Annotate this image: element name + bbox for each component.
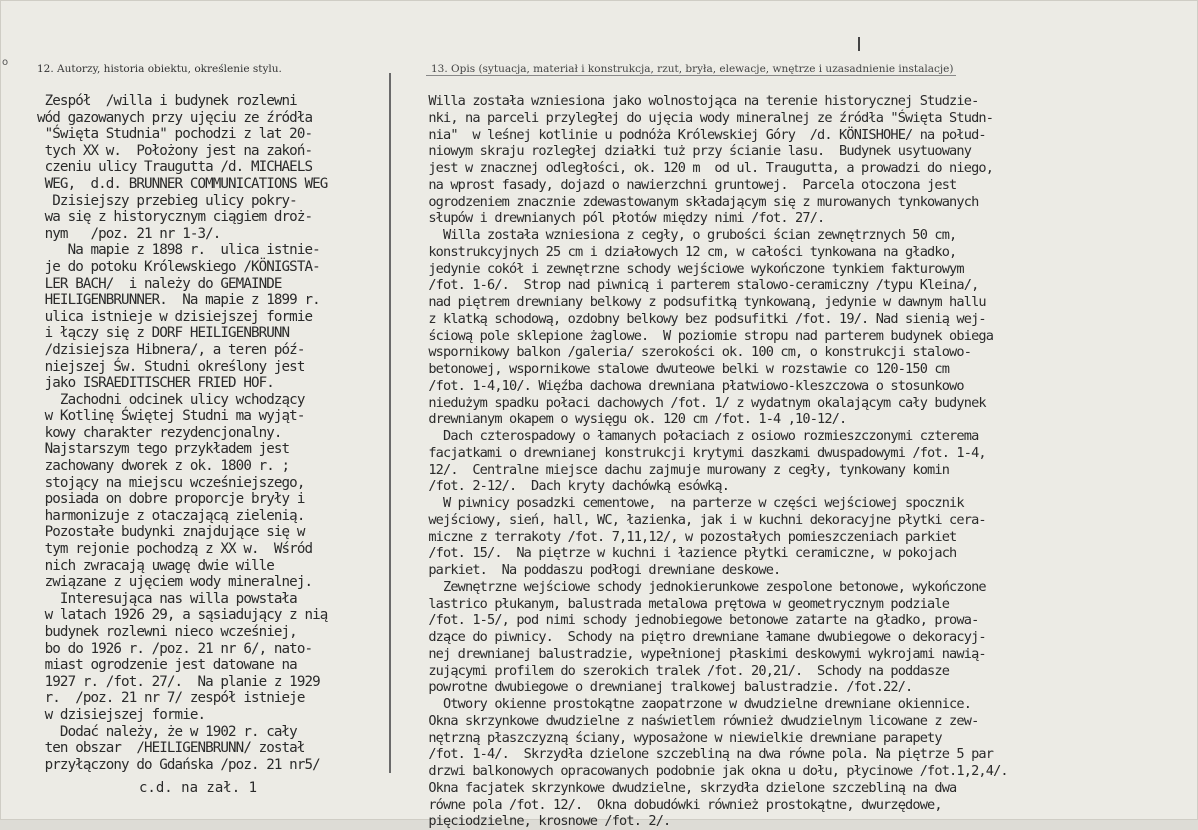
description-text-line: miczne z terrakoty /fot. 7,11,12/, w pozostałych pomieszczeniach parkiet <box>399 528 957 545</box>
history-text-line: w Kotlinę Świętej Studni ma wyjąt- <box>37 408 305 425</box>
history-text-column <box>37 93 327 773</box>
description-text-line: jest w znacznej odległości, ok. 120 m od ul. Traugutta, a prowadzi do niego, <box>399 160 994 176</box>
history-text-line: harmonizuje z otaczającą zielenią. <box>37 507 305 524</box>
history-text-line: ten obszar /HEILIGENBRUNN/ został <box>37 740 305 757</box>
description-text-line: /fot. 2-12/. Dach kryty dachówką esówką. <box>399 478 730 495</box>
description-text-line: konstrukcyjnych 25 cm i działowych 12 cm, w całości tynkowana na gładko, <box>399 243 957 260</box>
history-text-line: przyłączony do Gdańska /poz. 21 nr5/ <box>37 756 320 773</box>
description-text-column <box>399 93 1008 830</box>
description-text-line: powrotne dwubiegowe o drewnianej tralkowej balustradzie. /fot.22/. <box>399 679 913 696</box>
description-text-line: ogrodzeniem znacznie zdewastowanym składającym się z murowanych tynkowanych <box>399 193 979 210</box>
pencil-tick-mark <box>858 37 860 51</box>
history-text-line: HEILIGENBRUNNER. Na mapie z 1899 r. <box>37 292 320 309</box>
description-text-line: Willa została wzniesiona z cegły, o grubości ścian zewnętrznych 50 cm, <box>399 227 957 243</box>
description-text-line: niedużym spadku połaci dachowych /fot. 1/ z wydatnym okalającym cały budynek <box>399 394 986 411</box>
column-divider <box>389 73 391 773</box>
description-text-line: Okna facjatek skrzynkowe dwudzielne, skrzydła dzielone szczebliną na dwa <box>399 779 957 796</box>
history-text-line: budynek rozlewni nieco wcześniej, <box>37 624 297 640</box>
description-text-line: /fot. 1-6/. Strop nad piwnicą i parterem stalowo-ceramiczny /typu Kleina/, <box>399 277 979 294</box>
history-text-line: Zachodni odcinek ulicy wchodzący <box>37 391 305 408</box>
description-text-line: wspornikowy balkon /galeria/ szerokości ok. 100 cm, o konstrukcji stalowo- <box>399 344 972 361</box>
continuation-note: c.d. na zał. 1 <box>139 780 258 796</box>
corner-mark: o <box>2 57 9 68</box>
history-text-line: Zespół /willa i budynek rozlewni <box>37 93 297 109</box>
description-text-line: parkiet. Na poddaszu podłogi drewniane deskowe. <box>399 562 781 578</box>
history-text-line: nich zwracają uwagę dwie wille <box>37 557 274 574</box>
description-text-line: słupów i drewnianych pól płotów między nimi /fot. 27/. <box>399 210 825 227</box>
description-text-line: wejściowy, sień, hall, WC, łazienka, jak i w kuchni dekoracyjne płytki cera- <box>399 511 986 528</box>
description-text-line: 12/. Centralne miejsce dachu zajmuje murowany z cegły, tynkowany komin <box>399 461 950 478</box>
history-text-line: bo do 1926 r. /poz. 21 nr 6/, nato- <box>37 640 313 657</box>
history-text-line: Najstarszym tego przykładem jest <box>37 441 290 458</box>
description-text-line: nętrzną płaszczyzną ściany, wyposażone w niewielkie drewniane parapety <box>399 729 942 746</box>
description-text-line: Zewnętrzne wejściowe schody jednokierunkowe zespolone betonowe, wykończone <box>399 578 986 595</box>
description-text-line: /fot. 15/. Na piętrze w kuchni i łazience płytki ceramiczne, w pokojach <box>399 545 957 562</box>
history-text-line: tych XX w. Położony jest na zakoń- <box>37 142 313 159</box>
history-text-line: ulica istnieje w dzisiejszej formie <box>37 308 313 325</box>
history-text-line: zachowany dworek z ok. 1800 r. ; <box>37 458 290 475</box>
history-text-line: nym /poz. 21 nr 1-3/. <box>37 225 221 242</box>
history-text-line: wa się z historycznym ciągiem droż- <box>37 209 313 226</box>
history-text-line: WEG, d.d. BRUNNER COMMUNICATIONS WEG <box>37 175 328 192</box>
description-text-line: na wprost fasady, dojazd o nawierzchni gruntowej. Parcela otoczona jest <box>399 176 957 193</box>
description-text-line: drewnianym okapem o wysięgu ok. 120 cm /fot. 1-4 ,10-12/. <box>399 411 847 428</box>
description-text-line: pięciodzielne, krosnowe /fot. 2/. <box>399 813 671 830</box>
description-text-line: nki, na parceli przyległej do ujęcia wody mineralnej ze źródła "Święta Studn- <box>399 109 994 126</box>
description-text-line: nej drewnianej balustradzie, wypełnionej płaskimi deskowymi wykrojami nawią- <box>399 645 986 662</box>
history-text-line: wód gazowanych przy ujęciu ze źródła <box>37 109 313 126</box>
description-text-line: Okna skrzynkowe dwudzielne z naświetlem również dwudzielnym licowane z zew- <box>399 712 979 729</box>
description-text-line: dzące do piwnicy. Schody na piętro drewniane łamane dwubiegowe o dekoracyj- <box>399 629 986 645</box>
history-text-line: je do potoku Królewskiego /KÖNIGSTA- <box>37 258 320 275</box>
history-text-line: posiada on dobre proporcje bryły i <box>37 491 305 508</box>
history-text-line: 1927 r. /fot. 27/. Na planie z 1929 <box>37 673 320 690</box>
description-text-line: betonowej, wspornikowe stalowe dwuteowe belki w rozstawie co 120-150 cm <box>399 361 950 377</box>
section-13-heading: 13. Opis (sytuacja, materiał i konstrukcja, rzut, bryła, elewacje, wnętrze i uzasadnienie instalacje) <box>431 63 954 75</box>
description-text-line: W piwnicy posadzki cementowe, na parterze w części wejściowej spocznik <box>399 495 964 511</box>
history-text-line: Na mapie z 1898 r. ulica istnie- <box>37 242 320 259</box>
description-text-line: nia" w leśnej kotlinie u podnóża Królewskiej Góry /d. KÖNISHOHE/ na połud- <box>399 126 986 143</box>
description-text-line: /fot. 1-4,10/. Więźba dachowa drewniana płatwiowo-kleszczowa o stosunkowo <box>399 377 964 394</box>
description-text-line: Willa została wzniesiona jako wolnostojąca na terenie historycznej Studzie- <box>399 93 979 109</box>
section-12-heading: 12. Autorzy, historia obiektu, określenie stylu. <box>37 63 282 75</box>
description-text-line: Dach czterospadowy o łamanych połaciach z osiowo rozmieszczonymi czterema <box>399 428 979 444</box>
history-text-line: czeniu ulicy Traugutta /d. MICHAELS <box>37 159 313 176</box>
description-text-line: /fot. 1-5/, pod nimi schody jednobiegowe betonowe zatarte na gładko, prowa- <box>399 612 979 629</box>
description-text-line: /fot. 1-4/. Skrzydła dzielone szczebliną na dwa równe pola. Na piętrze 5 par <box>399 746 994 763</box>
history-text-line: miast ogrodzenie jest datowane na <box>37 657 297 674</box>
history-text-line: Dzisiejszy przebieg ulicy pokry- <box>37 192 297 209</box>
history-text-line: i łączy się z DORF HEILIGENBRUNN <box>37 325 290 342</box>
description-text-line: jedynie cokół i zewnętrzne schody wejściowe wykończone tynkiem fakturowym <box>399 260 964 277</box>
history-text-line: Pozostałe budynki znajdujące się w <box>37 524 305 541</box>
history-text-line: Dodać należy, że w 1902 r. cały <box>37 723 297 740</box>
history-text-line: związane z ujęciem wody mineralnej. <box>37 574 313 591</box>
history-text-line: /dzisiejsza Hibnera/, a teren póź- <box>37 341 305 358</box>
history-text-line: w latach 1926 29, a sąsiadujący z nią <box>37 607 328 624</box>
description-text-line: Otwory okienne prostokątne zaopatrzone w dwudzielne drewniane okiennice. <box>399 696 972 712</box>
description-text-line: zującymi profilem do szerokich tralek /fot. 20,21/. Schody na poddasze <box>399 662 950 679</box>
description-text-line: facjatkami o drewnianej konstrukcji krytymi daszkami dwuspadowymi /fot. 1-4, <box>399 444 986 461</box>
description-text-line: lastrico płukanym, balustrada metalowa prętowa w geometrycznym podziale <box>399 595 950 612</box>
history-text-line: tym rejonie pochodzą z XX w. Wśród <box>37 541 313 558</box>
history-text-line: stojący na miejscu wcześniejszego, <box>37 474 305 491</box>
history-text-line: kowy charakter rezydencjonalny. <box>37 424 282 441</box>
history-text-line: w dzisiejszej formie. <box>37 706 206 723</box>
heading-underline <box>426 75 956 76</box>
history-text-line: "Święta Studnia" pochodzi z lat 20- <box>37 126 313 143</box>
history-text-line: niejszej Św. Studni określony jest <box>37 358 305 375</box>
description-text-line: niowym skraju rozległej działki tuż przy ścianie lasu. Budynek usytuowany <box>399 143 972 160</box>
description-text-line: ściową pole sklepione żaglowe. W poziomie stropu nad parterem budynek obiega <box>399 327 994 344</box>
description-text-line: nad piętrem drewniany belkowy z podsufitką tynkowaną, jedynie w dawnym hallu <box>399 294 986 310</box>
description-text-line: równe pola /fot. 12/. Okna dobudówki również prostokątne, dwurzędowe, <box>399 796 942 813</box>
description-text-line: drzwi balkonowych opracowanych podobnie jak okna u dołu, płycinowe /fot.1,2,4/. <box>399 763 1008 779</box>
history-text-line: LER BACH/ i należy do GEMAINDE <box>37 275 282 292</box>
history-text-line: jako ISRAEDITISCHER FRIED HOF. <box>37 375 274 392</box>
history-text-line: r. /poz. 21 nr 7/ zespół istnieje <box>37 690 305 707</box>
description-text-line: z klatką schodową, ozdobny belkowy bez podsufitki /fot. 19/. Nad sienią wej- <box>399 310 986 327</box>
history-text-line: Interesująca nas willa powstała <box>37 590 297 607</box>
